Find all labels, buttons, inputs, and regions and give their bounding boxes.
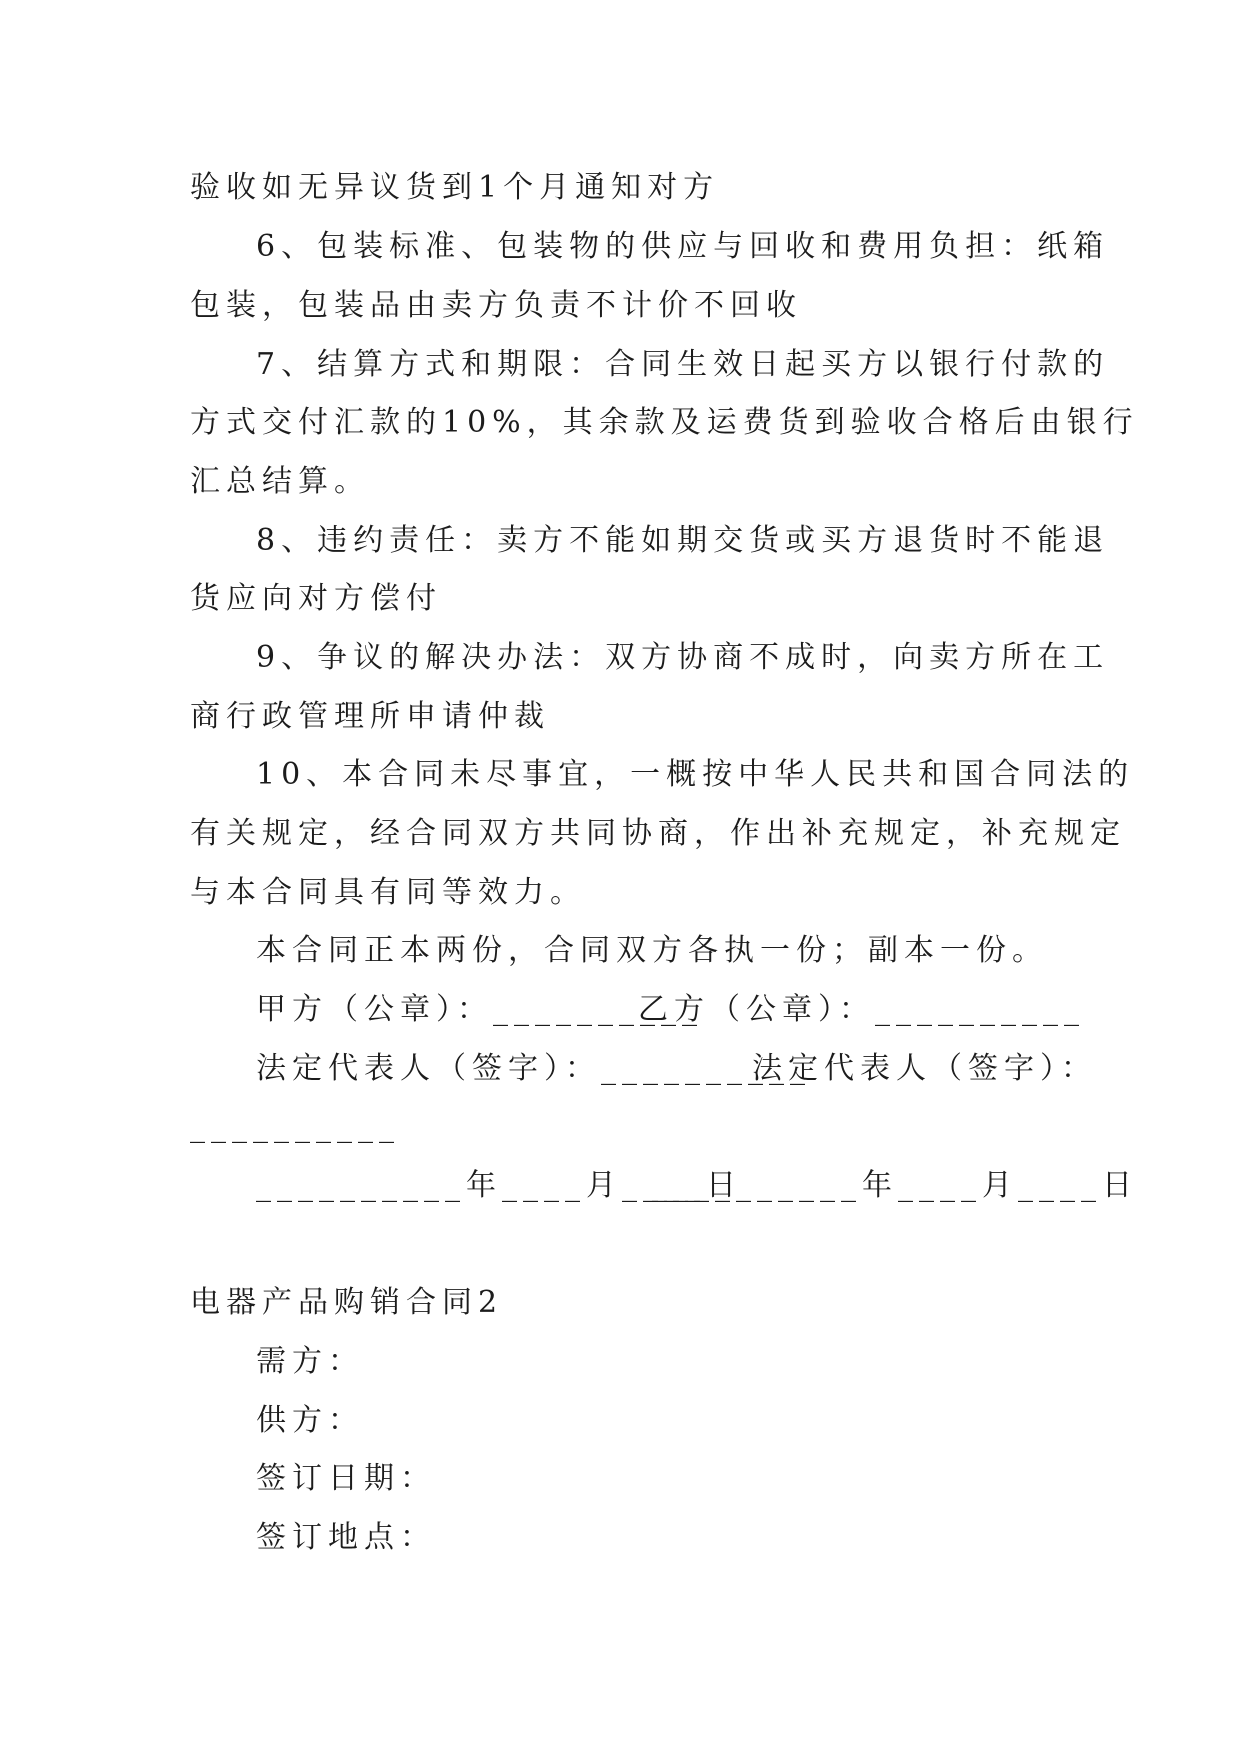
clause-7-line-3: 汇总结算。 (190, 464, 370, 499)
clause-7-line-1: 7、结算方式和期限：合同生效日起买方以银行付款的 (256, 347, 1110, 382)
supplier-field: 供方： (256, 1403, 364, 1438)
clause-8-line-2: 货应向对方偿付 (190, 581, 442, 616)
acceptance-line: 验收如无异议货到1个月通知对方 (190, 170, 720, 205)
clause-8-line-1: 8、违约责任：卖方不能如期交货或买方退货时不能退 (256, 523, 1110, 558)
party-b-seal: 乙方（公章）：__________ (638, 992, 1085, 1027)
clause-6-line-2: 包装，包装品由卖方负责不计价不回收 (190, 288, 802, 323)
clause-9-line-1: 9、争议的解决办法：双方协商不成时，向卖方所在工 (256, 640, 1110, 675)
sign-place-field: 签订地点： (256, 1520, 436, 1555)
clause-7-line-2: 方式交付汇款的10%，其余款及运费货到验收合格后由银行 (190, 405, 1139, 440)
date-a: __________年____月____日 (256, 1168, 742, 1203)
contract-2-title: 电器产品购销合同2 (190, 1285, 504, 1320)
sign-date-field: 签订日期： (256, 1461, 436, 1496)
clause-6-line-1: 6、包装标准、包装物的供应与回收和费用负担：纸箱 (256, 229, 1110, 264)
clause-9-line-2: 商行政管理所申请仲裁 (190, 699, 550, 734)
buyer-field: 需方： (256, 1344, 364, 1379)
legal-rep-b-signature: 法定代表人（签字）： (752, 1051, 1097, 1086)
date-b: __________年____月____日 (652, 1168, 1138, 1203)
clause-10-line-2: 有关规定，经合同双方共同协商，作出补充规定，补充规定 (190, 816, 1126, 851)
clause-10-line-3: 与本合同具有同等效力。 (190, 875, 586, 910)
party-a-seal: 甲方（公章）：__________ (256, 992, 703, 1027)
clause-10-line-1: 10、本合同未尽事宜，一概按中华人民共和国合同法的 (256, 757, 1135, 792)
copies-clause: 本合同正本两份，合同双方各执一份；副本一份。 (256, 933, 1048, 968)
legal-rep-b-blank: __________ (190, 1109, 400, 1144)
legal-rep-a-signature: 法定代表人（签字）：__________ (256, 1051, 811, 1086)
